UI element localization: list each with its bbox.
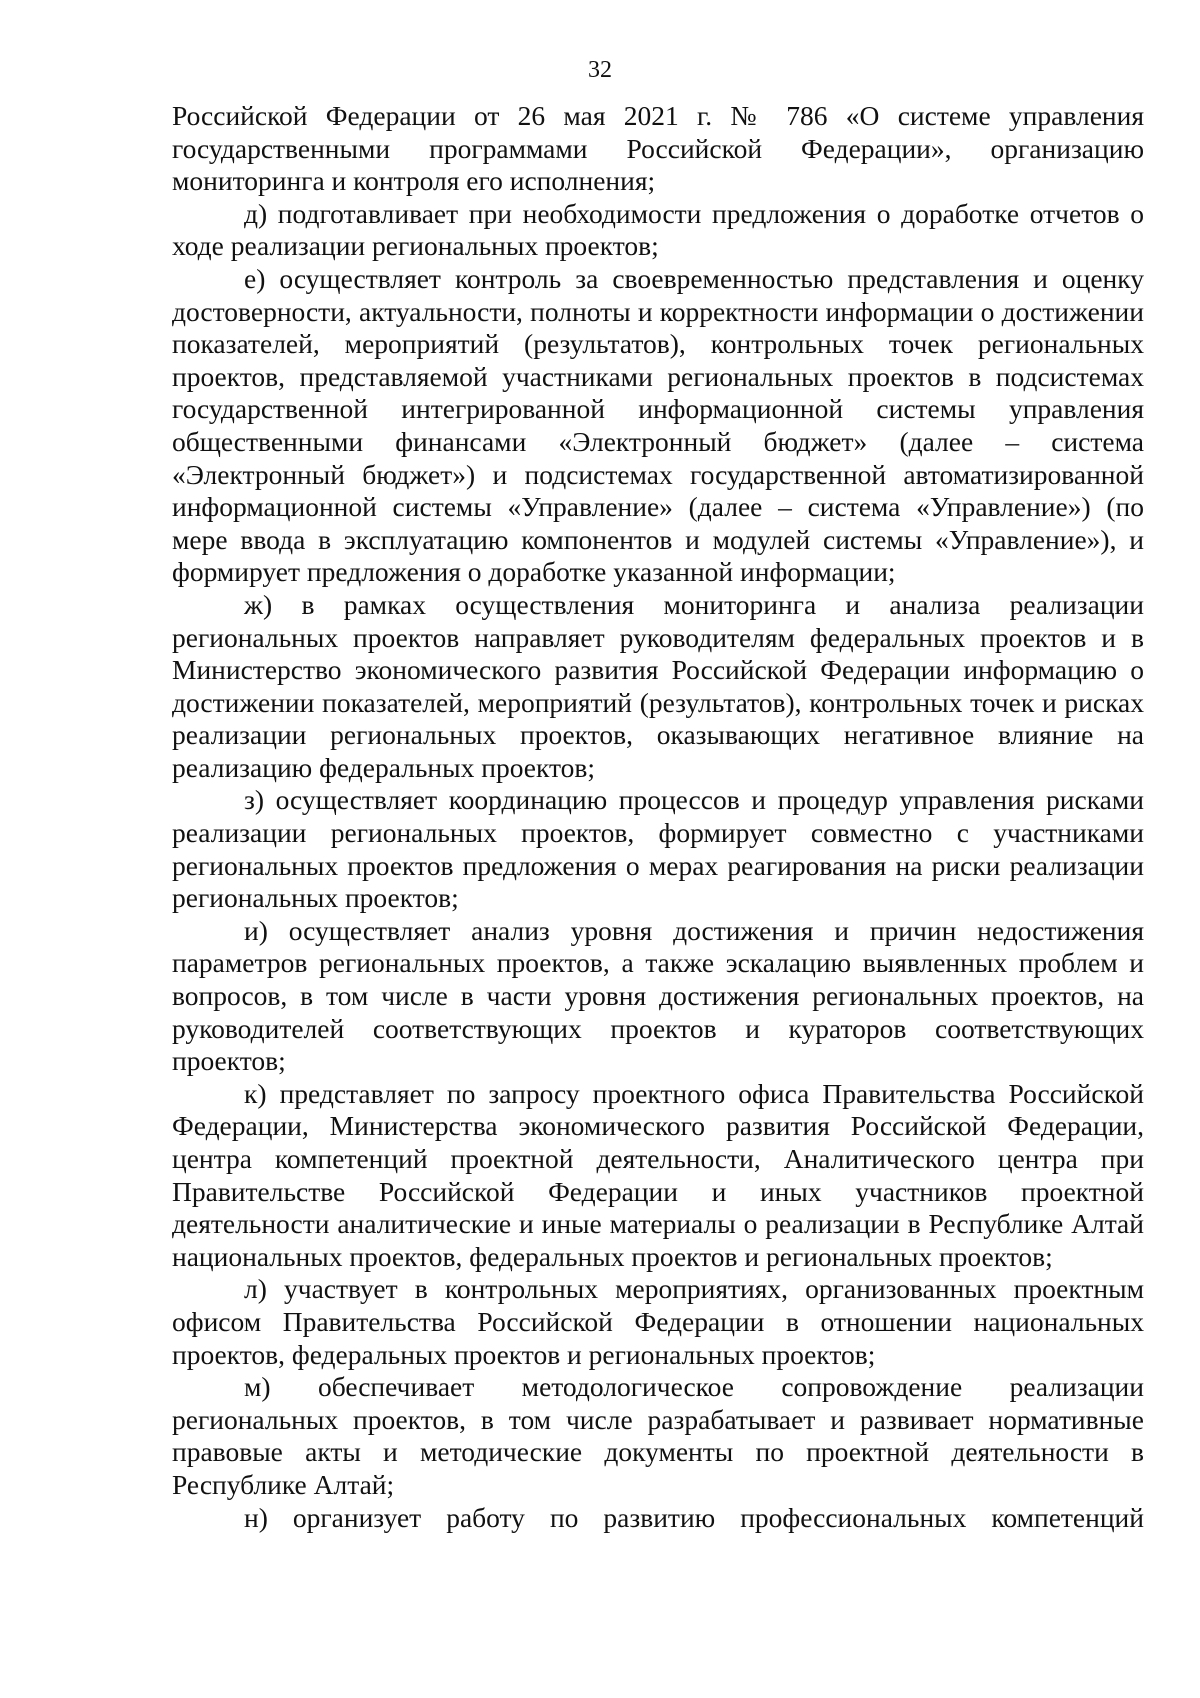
- paragraph-item-m: м) обеспечивает методологическое сопровождение реализации региональных проектов, в том числе разрабатывает и развивает нормативные правовые акты и методические документы по проектной деятельности в Республике Алтай;: [172, 1371, 1144, 1500]
- paragraph-item-l: л) участвует в контрольных мероприятиях, организованных проектным офисом Правительства Российской Федерации в отношении национальных проектов, федеральных проектов и региональных проектов;: [172, 1273, 1144, 1370]
- document-body: [172, 100, 1144, 1534]
- paragraph-item-z: з) осуществляет координацию процессов и процедур управления рисками реализации региональных проектов, формирует совместно с участниками региональных проектов предложения о мерах реагирования на риски реализации региональных проектов;: [172, 784, 1144, 914]
- paragraph-item-d: д) подготавливает при необходимости предложения о доработке отчетов о ходе реализации региональных проектов;: [172, 197, 1144, 262]
- paragraph-continuation: Российской Федерации от 26 мая 2021 г. № 786 «О системе управления государственными программами Российской Федерации», организацию мониторинга и контроля его исполнения;: [172, 100, 1144, 197]
- paragraph-item-k: к) представляет по запросу проектного офиса Правительства Российской Федерации, Министерства экономического развития Российской Федерации, центра компетенций проектной деятельности, Аналитического центра при Правительстве Российской Федерации и иных участников проектной деятельности аналитические и иные материалы о реализации в Республике Алтай национальных проектов, федеральных проектов и региональных проектов;: [172, 1077, 1144, 1272]
- page-number: 32: [588, 57, 612, 83]
- paragraph-item-n: н) организует работу по развитию профессиональных компетенций: [244, 1501, 1144, 1533]
- paragraph-item-e: е) осуществляет контроль за своевременностью представления и оценку достоверности, актуальности, полноты и корректности информации о достижении показателей, мероприятий (результатов), контрольных точек региональных проектов, представляемой участниками региональных проектов в подсистемах государственной интегрированной информационной системы управления общественными финансами «Электронный бюджет» (далее – система «Электронный бюджет») и подсистемах государственной автоматизированной информационной системы «Управление» (далее – система «Управление») (по мере ввода в эксплуатацию компонентов и модулей системы «Управление»), и формирует предложения о доработке указанной информации;: [172, 262, 1144, 588]
- paragraph-item-i: и) осуществляет анализ уровня достижения и причин недостижения параметров региональных проектов, а также эскалацию выявленных проблем и вопросов, в том числе в части уровня достижения региональных проектов, на руководителей соответствующих проектов и кураторов соответствующих проектов;: [172, 914, 1144, 1077]
- paragraph-item-zh: ж) в рамках осуществления мониторинга и анализа реализации региональных проектов направляет руководителям федеральных проектов и в Министерство экономического развития Российской Федерации информацию о достижении показателей, мероприятий (результатов), контрольных точек и рисках реализации региональных проектов, оказывающих негативное влияние на реализацию федеральных проектов;: [172, 588, 1144, 783]
